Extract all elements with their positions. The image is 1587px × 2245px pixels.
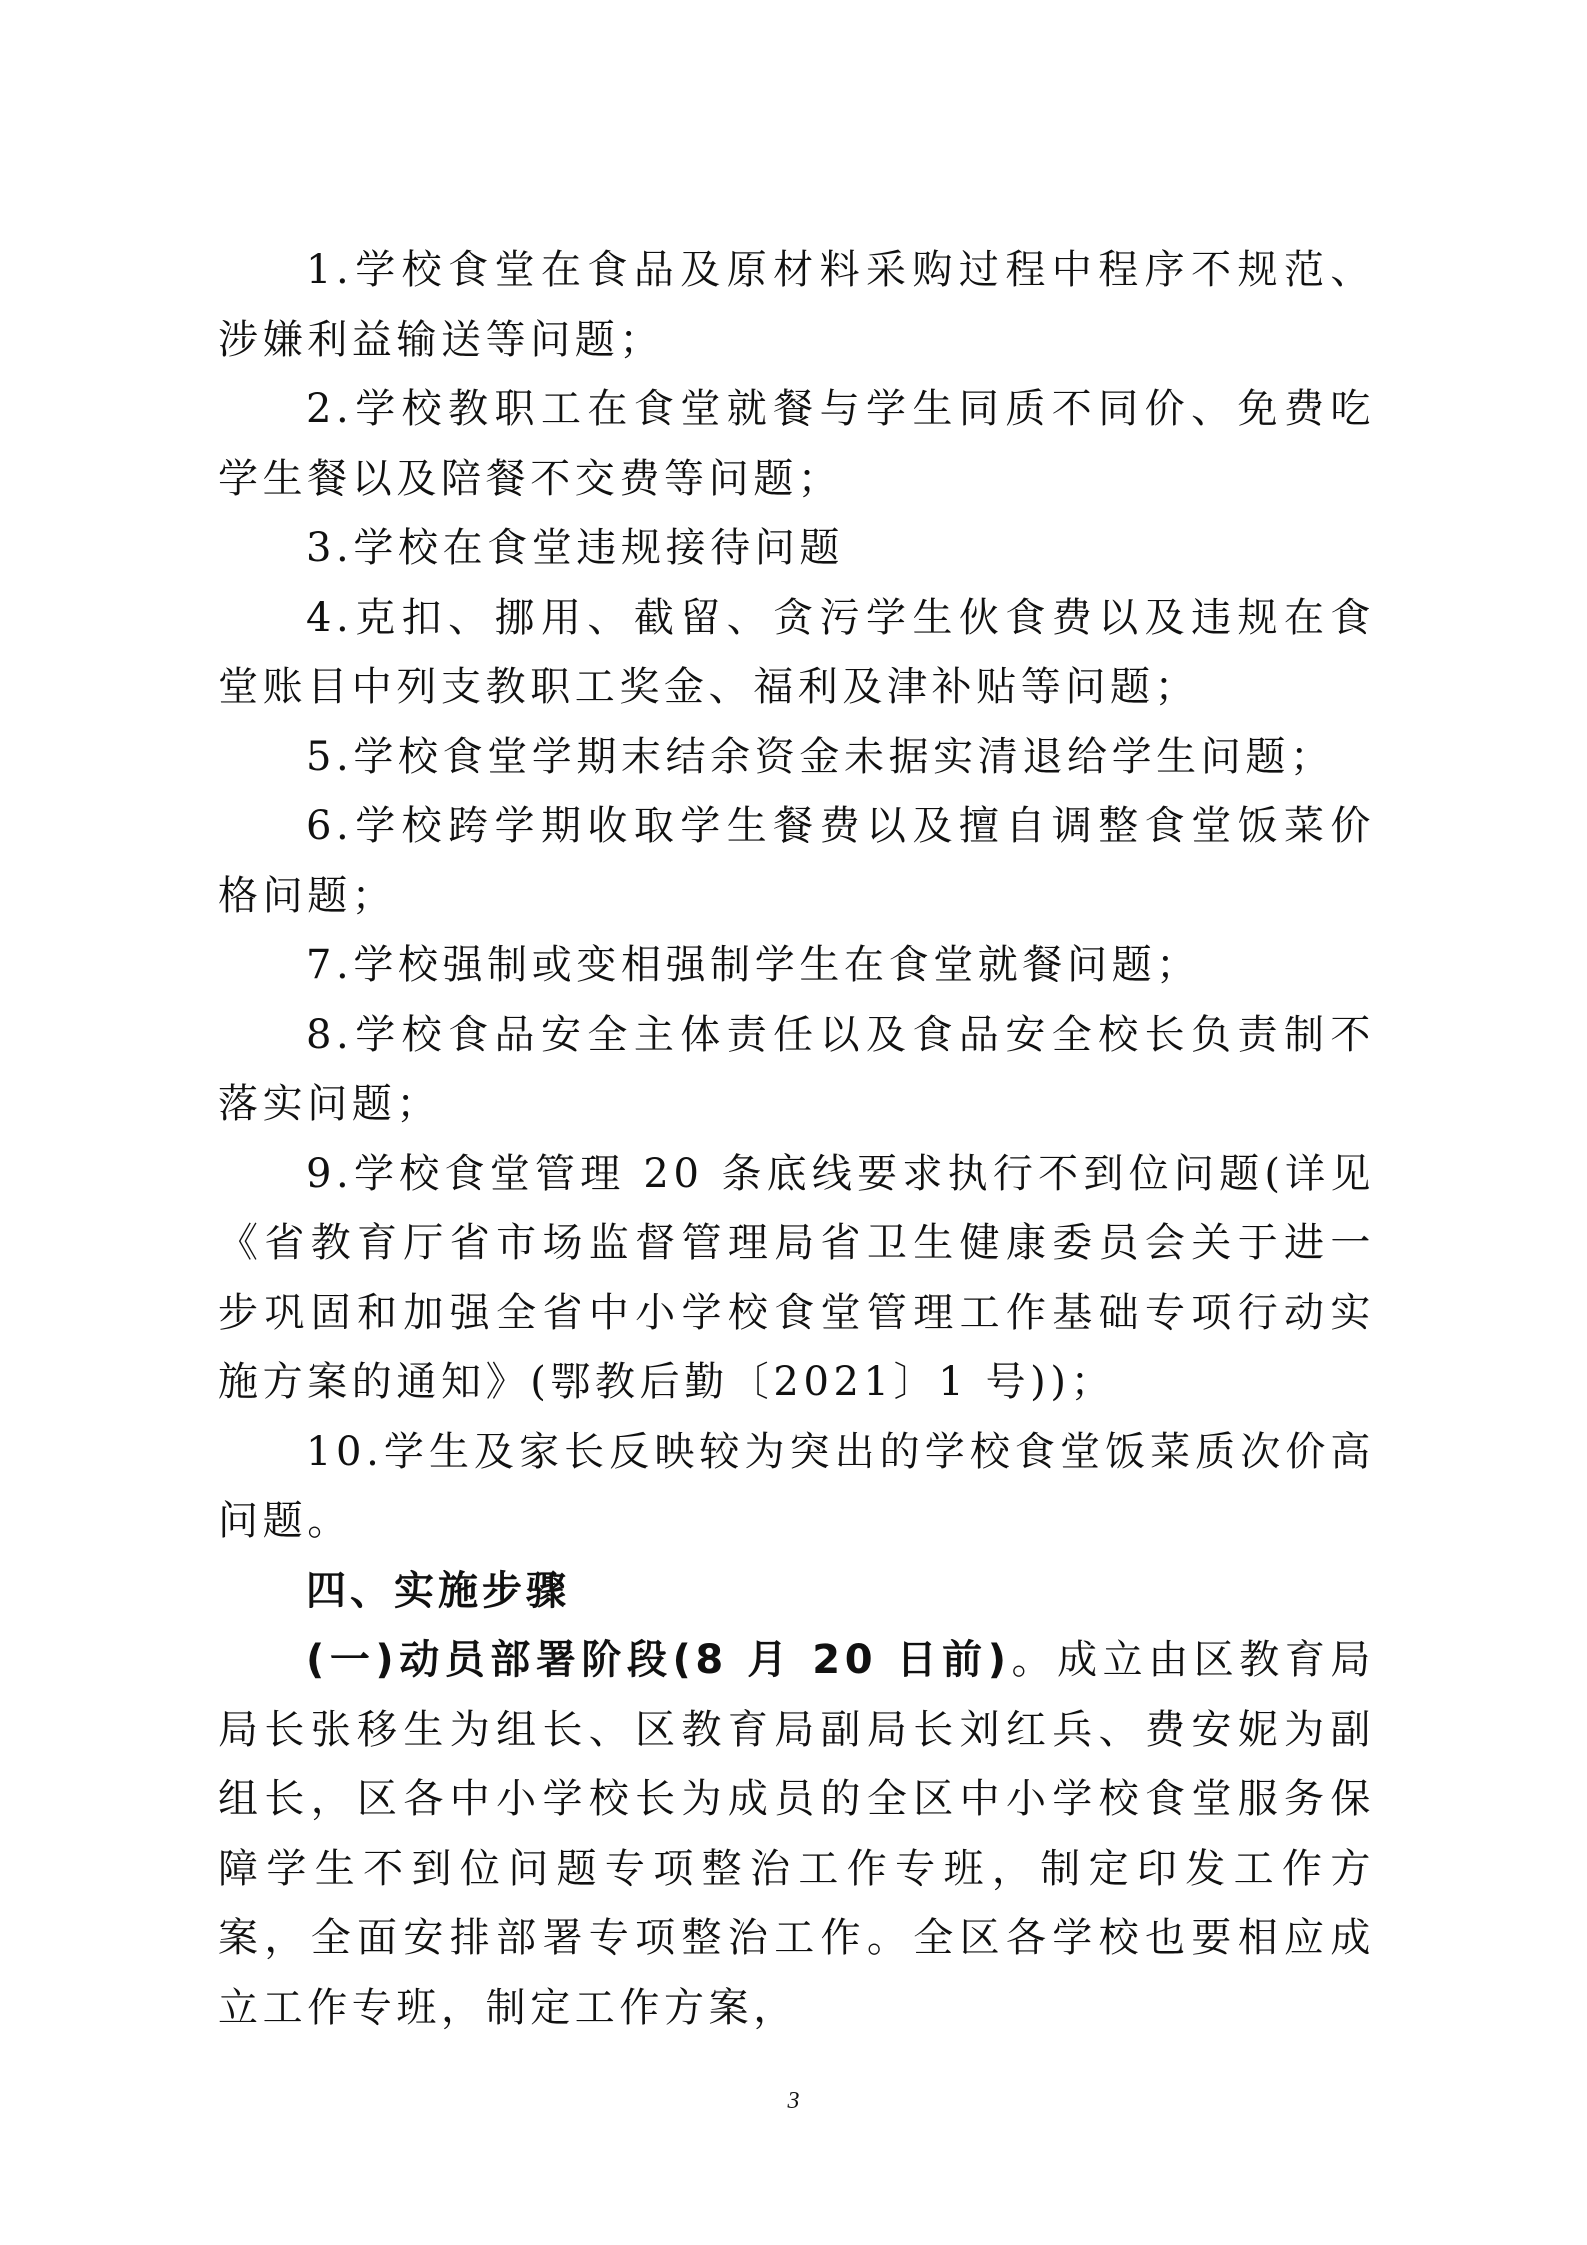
list-item-6: 6.学校跨学期收取学生餐费以及擅自调整食堂饭菜价格问题； [218, 803, 1375, 919]
page-number: 3 [787, 2088, 800, 2114]
list-item-4: 4.克扣、挪用、截留、贪污学生伙食费以及违规在食堂账目中列支教职工奖金、福利及津补贴等问题； [218, 594, 1375, 710]
section-heading: 四、实施步骤 [306, 1567, 570, 1614]
list-item-7: 7.学校强制或变相强制学生在食堂就餐问题； [306, 942, 1201, 988]
list-item-3: 3.学校在食堂违规接待问题 [306, 525, 844, 571]
step-paragraph [218, 1626, 1375, 2043]
list-item-9: 9.学校食堂管理 20 条底线要求执行不到位问题(详见《省教育厅省市场监督管理局省卫生健康委员会关于进一步巩固和加强全省中小学校食堂管理工作基础专项行动实施方案的通知》(鄂教后勤〔2021〕1 号))； [218, 1150, 1375, 1405]
list-item-1: 1.学校食堂在食品及原材料采购过程中程序不规范、涉嫌利益输送等问题； [218, 247, 1375, 363]
list-item-2: 2.学校教职工在食堂就餐与学生同质不同价、免费吃学生餐以及陪餐不交费等问题； [218, 386, 1375, 502]
document-body [218, 236, 1375, 2043]
list-item-8: 8.学校食品安全主体责任以及食品安全校长负责制不落实问题； [218, 1011, 1375, 1127]
list-item-10: 10.学生及家长反映较为突出的学校食堂饭菜质次价高问题。 [218, 1428, 1375, 1544]
step-title: (一)动员部署阶段(8 月 20 日前) [306, 1637, 1011, 1683]
step-body: 。成立由区教育局局长张移生为组长、区教育局副局长刘红兵、费安妮为副组长，区各中小学校长为成员的全区中小学校食堂服务保障学生不到位问题专项整治工作专班，制定印发工作方案，全面安排部署专项整治工作。全区各学校也要相应成立工作专班，制定工作方案， [218, 1637, 1375, 2031]
list-item-5: 5.学校食堂学期末结余资金未据实清退给学生问题； [306, 733, 1335, 780]
